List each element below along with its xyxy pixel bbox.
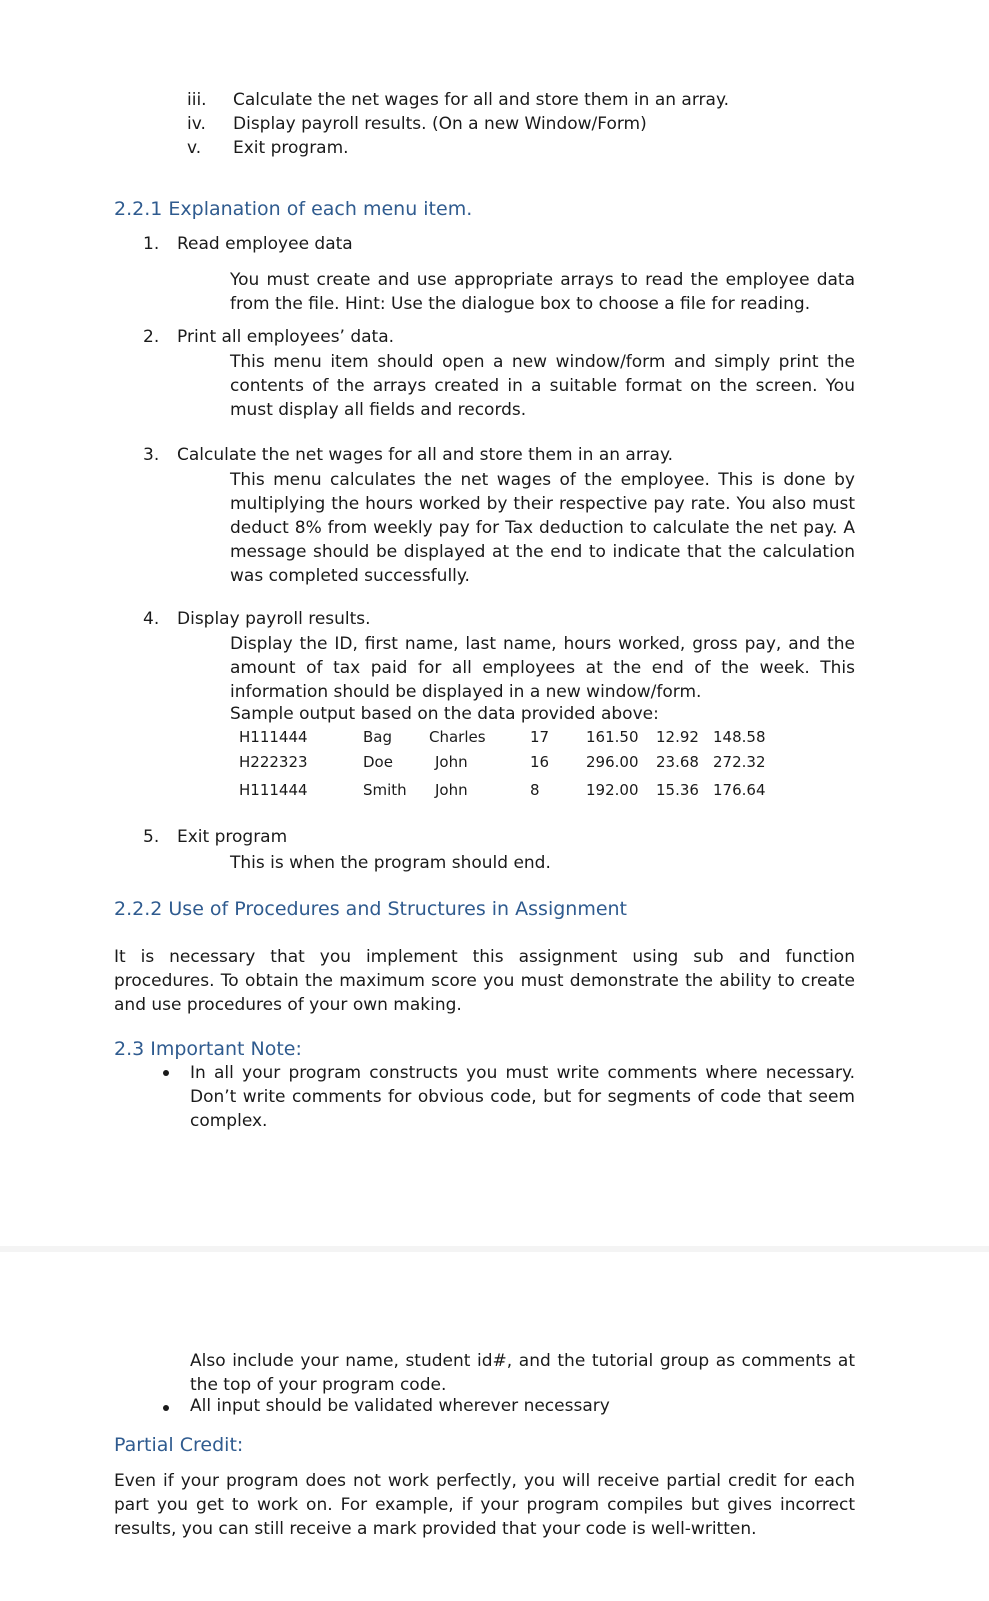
cell-id: H222323 [239, 753, 308, 771]
section-heading-2-2-1: 2.2.1 Explanation of each menu item. [114, 198, 473, 220]
cell-tax: 12.92 [656, 728, 699, 746]
item-number: 4. [143, 609, 160, 629]
sample-output-label: Sample output based on the data provided above: [230, 704, 659, 724]
item-title: Read employee data [177, 234, 353, 254]
bullet-text-continued: Also include your name, student id#, and the tutorial group as comments at the top of your program code. [190, 1351, 855, 1395]
cell-tax: 23.68 [656, 753, 699, 771]
section-heading-2-2-2: 2.2.2 Use of Procedures and Structures in Assignment [114, 898, 628, 920]
item-body: This is when the program should end. [230, 853, 551, 873]
cell-first-name: John [435, 753, 468, 771]
section-heading-partial-credit: Partial Credit: [114, 1434, 244, 1456]
bullet-icon [163, 1405, 169, 1411]
bullet-text: In all your program constructs you must write comments where necessary. Don’t write comments for obvious code, but for segments of code that seem complex. [190, 1063, 855, 1131]
cell-last-name: Bag [363, 728, 393, 746]
page-gap [0, 1246, 989, 1252]
cell-net: 148.58 [713, 728, 766, 746]
section-body: It is necessary that you implement this assignment using sub and function procedures. To obtain the maximum score you must demonstrate the ability to create and use procedures of your own making. [114, 947, 855, 1015]
cell-first-name: John [435, 781, 468, 799]
list-item-text: Display payroll results. (On a new Window/Form) [233, 114, 647, 134]
bullet-text: All input should be validated wherever necessary [190, 1396, 610, 1416]
cell-id: H111444 [239, 781, 308, 799]
item-number: 3. [143, 445, 160, 465]
cell-hours: 17 [530, 728, 550, 746]
item-body: You must create and use appropriate arrays to read the employee data from the file. Hint: Use the dialogue box to choose a file for reading. [230, 270, 855, 314]
list-number: v. [187, 138, 202, 158]
list-item-text: Calculate the net wages for all and store them in an array. [233, 90, 729, 110]
cell-hours: 8 [530, 781, 540, 799]
cell-last-name: Doe [363, 753, 393, 771]
item-title: Display payroll results. [177, 609, 371, 629]
cell-net: 272.32 [713, 753, 766, 771]
cell-last-name: Smith [363, 781, 407, 799]
item-body: This menu calculates the net wages of the employee. This is done by multiplying the hours worked by their respective pay rate. You also must deduct 8% from weekly pay for Tax deduction to calculate the net pay. A message should be displayed at the end to indicate that the calculation was completed successfully. [230, 470, 855, 586]
bullet-icon [163, 1070, 169, 1076]
item-number: 2. [143, 327, 160, 347]
list-item-text: Exit program. [233, 138, 349, 158]
item-body: This menu item should open a new window/form and simply print the contents of the arrays created in a suitable format on the screen. You must display all fields and records. [230, 352, 855, 420]
item-number: 1. [143, 234, 160, 254]
item-title: Exit program [177, 827, 288, 847]
item-title: Calculate the net wages for all and store them in an array. [177, 445, 673, 465]
list-number: iii. [187, 90, 207, 110]
cell-tax: 15.36 [656, 781, 699, 799]
cell-id: H111444 [239, 728, 308, 746]
cell-net: 176.64 [713, 781, 766, 799]
cell-gross: 296.00 [586, 753, 639, 771]
section-heading-2-3: 2.3 Important Note: [114, 1038, 302, 1060]
item-title: Print all employees’ data. [177, 327, 395, 347]
item-body: Display the ID, first name, last name, hours worked, gross pay, and the amount of tax paid for all employees at the end of the week. This information should be displayed in a new window/form. [230, 634, 855, 702]
cell-first-name: Charles [429, 728, 486, 746]
cell-hours: 16 [530, 753, 550, 771]
section-body: Even if your program does not work perfectly, you will receive partial credit for each part you get to work on. For example, if your program compiles but gives incorrect results, you can still receive a mark provided that your code is well-written. [114, 1471, 855, 1539]
list-number: iv. [187, 114, 206, 134]
item-number: 5. [143, 827, 160, 847]
cell-gross: 161.50 [586, 728, 639, 746]
cell-gross: 192.00 [586, 781, 639, 799]
